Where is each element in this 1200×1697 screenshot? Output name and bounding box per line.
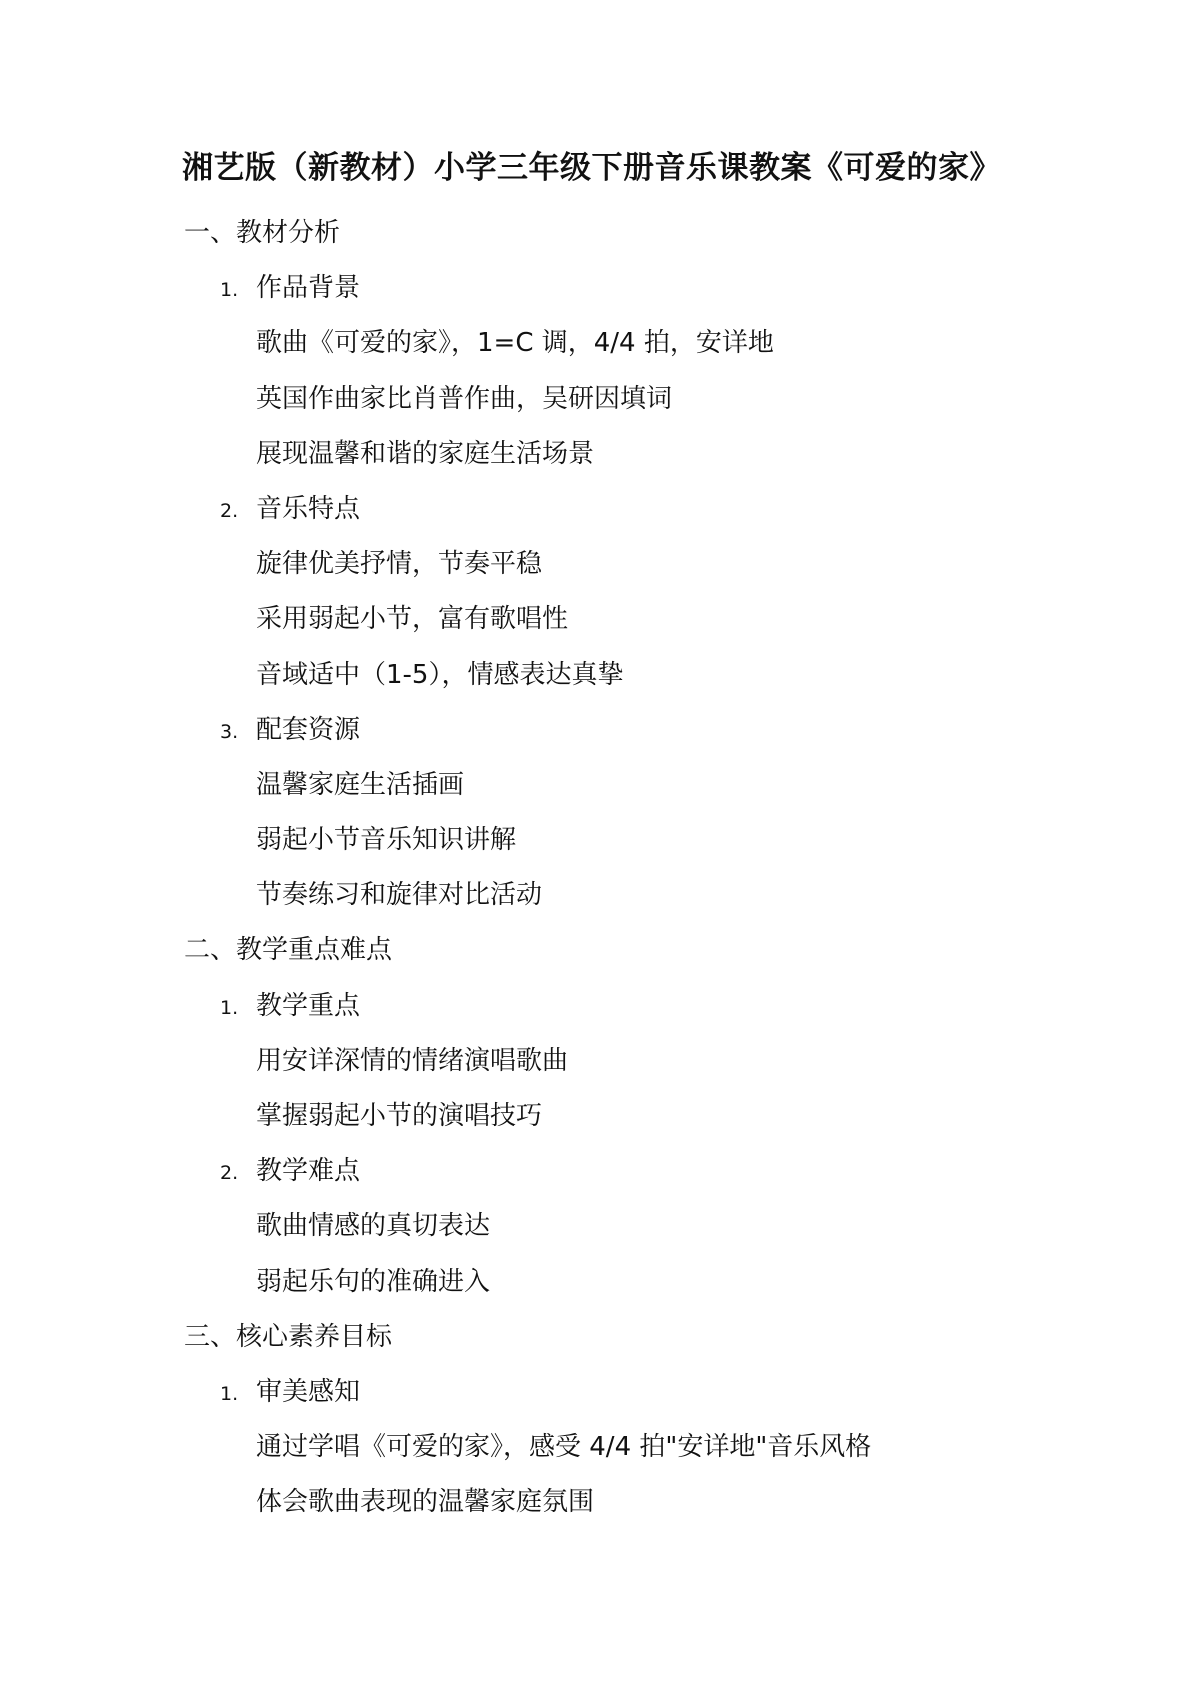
detail-line: 掌握弱起小节的演唱技巧 [256,1101,543,1131]
subsection-number: 2. [220,1162,239,1185]
subsection-number: 3. [220,720,239,743]
detail-line: 体会歌曲表现的温馨家庭氛围 [256,1487,595,1518]
section-heading: 一、教材分析 [184,218,341,248]
detail-line: 弱起小节音乐知识讲解 [256,825,517,856]
detail-line: 英国作曲家比肖普作曲，吴研因填词 [256,383,673,414]
document-title: 湘艺版（新教材）小学三年级下册音乐课教案《可爱的家》 [182,150,1001,186]
detail-line: 歌曲情感的真切表达 [256,1211,491,1242]
subsection-number: 2. [220,499,239,522]
detail-line: 通过学唱《可爱的家》，感受 4/4 拍"安详地"音乐风格 [256,1432,872,1463]
subsection-heading [184,482,1144,537]
subsection-number: 1. [220,996,239,1019]
subsection-heading [184,1365,1144,1420]
section-heading: 三、核心素养目标 [184,1321,393,1352]
subsection-label: 作品背景 [256,273,361,304]
detail-line: 旋律优美抒情，节奏平稳 [256,549,543,580]
subsection-heading [184,1144,1144,1199]
subsection-number: 1. [220,279,239,302]
detail-line: 歌曲《可爱的家》，1=C 调，4/4 拍，安详地 [256,328,774,359]
detail-line: 展现温馨和谐的家庭生活场景 [256,438,595,469]
subsection-heading [184,979,1144,1034]
detail-line: 用安详深情的情绪演唱歌曲 [256,1045,569,1076]
detail-line: 音域适中（1-5），情感表达真挚 [256,659,624,690]
section-heading: 二、教学重点难点 [184,935,393,966]
detail-line: 弱起乐句的准确进入 [256,1266,491,1297]
subsection-label: 配套资源 [256,714,361,745]
subsection-label: 音乐特点 [256,493,361,524]
subsection-label: 教学难点 [256,1156,361,1187]
detail-line: 温馨家庭生活插画 [256,769,465,800]
subsection-heading [184,703,1144,758]
subsection-number: 1. [220,1382,239,1405]
subsection-label: 审美感知 [256,1376,361,1407]
document-body [184,206,1144,1531]
detail-line: 采用弱起小节，富有歌唱性 [256,604,569,635]
detail-line: 节奏练习和旋律对比活动 [256,880,543,911]
subsection-heading [184,261,1144,316]
subsection-label: 教学重点 [256,990,361,1021]
